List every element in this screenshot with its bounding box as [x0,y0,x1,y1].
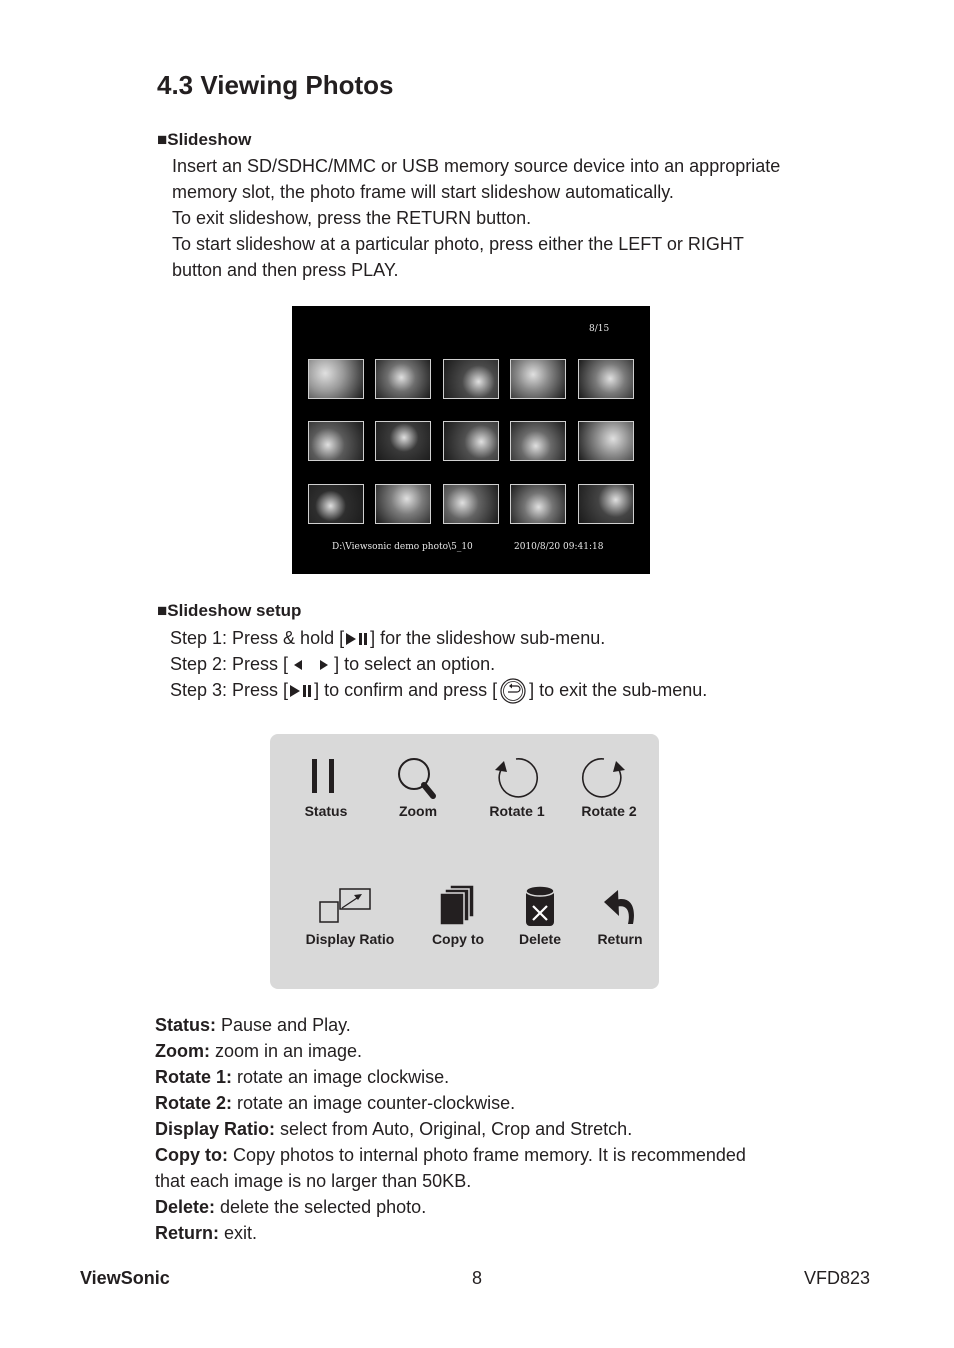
play-pause-icon [288,683,314,699]
play-pause-icon [344,631,370,647]
menu-item-delete[interactable] [510,884,570,947]
desc-delete: Delete: delete the selected photo. [155,1197,427,1217]
slideshow-paragraph [172,153,780,283]
display-ratio-icon [298,884,402,928]
desc-rotate-2: Rotate 2: rotate an image counter-clockwise. [155,1093,516,1113]
photo-counter: 8/15 [589,324,610,334]
photo-thumbnail[interactable] [443,484,499,524]
trash-icon [510,884,570,928]
step-2: Step 2: Press [ ] to select an option. [170,654,496,674]
menu-item-copy-to[interactable] [424,884,492,947]
menu-item-return[interactable] [588,884,652,947]
magnifier-icon [388,756,448,800]
photo-thumbnail[interactable] [308,484,364,524]
setup-heading: ■Slideshow setup [157,601,302,620]
menu-label: Rotate 1 [489,803,545,819]
photo-thumbnail[interactable] [510,359,566,399]
rotate-clockwise-icon [572,756,646,800]
desc-status: Status: Pause and Play. [155,1015,351,1035]
slideshow-submenu [270,734,659,989]
step-3: Step 3: Press [ ] to confirm and press [ ] to exit the sub-menu. [170,677,707,705]
photo-thumbnail[interactable] [510,421,566,461]
footer-model: VFD823 [804,1268,871,1288]
menu-item-display-ratio[interactable] [298,884,402,947]
menu-label: Delete [518,931,562,947]
page-title: 4.3 Viewing Photos [157,70,394,100]
left-right-arrows-icon [288,657,334,673]
desc-rotate-1: Rotate 1: rotate an image clockwise. [155,1067,450,1087]
function-descriptions [155,1012,746,1246]
photo-thumbnail[interactable] [578,359,634,399]
photo-thumbnail[interactable] [375,359,431,399]
photo-thumbnail[interactable] [578,421,634,461]
menu-item-zoom[interactable] [388,756,448,819]
menu-item-status[interactable] [298,756,354,819]
menu-label: Display Ratio [305,931,395,947]
menu-label: Zoom [398,803,438,819]
photo-thumbnail[interactable] [308,359,364,399]
menu-label: Rotate 2 [581,803,637,819]
slideshow-line: To start slideshow at a particular photo, press either the LEFT or RIGHT [172,234,744,254]
copy-icon [424,884,492,928]
slideshow-line: Insert an SD/SDHC/MMC or USB memory source device into an appropriate [172,156,781,176]
menu-label: Copy to [431,931,485,947]
desc-copy-to-cont: that each image is no larger than 50KB. [155,1171,472,1191]
slideshow-line: button and then press PLAY. [172,260,399,280]
desc-display-ratio: Display Ratio: select from Auto, Original, Crop and Stretch. [155,1119,633,1139]
rotate-counterclockwise-icon [480,756,554,800]
photo-thumbnail[interactable] [375,421,431,461]
photo-thumbnail[interactable] [308,421,364,461]
thumbnail-screen [292,306,650,574]
photo-datetime: 2010/8/20 09:41:18 [514,542,604,552]
pause-icon [298,756,354,800]
photo-thumbnail[interactable] [510,484,566,524]
slideshow-heading: ■Slideshow [157,130,252,149]
footer-brand: ViewSonic [80,1268,170,1288]
menu-item-rotate-1[interactable] [480,756,554,819]
photo-thumbnail[interactable] [443,421,499,461]
folder-path: D:\Viewsonic demo photo\5_10 [332,542,473,552]
menu-label: Return [597,931,643,947]
photo-thumbnail[interactable] [578,484,634,524]
slideshow-line: To exit slideshow, press the RETURN button. [172,208,532,228]
step-1: Step 1: Press & hold [ ] for the slideshow sub-menu. [170,628,606,648]
menu-label: Status [304,803,348,819]
photo-thumbnail[interactable] [375,484,431,524]
return-button-icon [497,677,529,705]
desc-copy-to: Copy to: Copy photos to internal photo frame memory. It is recommended [155,1145,746,1165]
slideshow-line: memory slot, the photo frame will start slideshow automatically. [172,182,674,202]
desc-zoom: Zoom: zoom in an image. [155,1041,363,1061]
photo-thumbnail[interactable] [443,359,499,399]
footer-page-number: 8 [472,1268,483,1288]
menu-item-rotate-2[interactable] [572,756,646,819]
return-arrow-icon [588,884,652,928]
setup-steps [170,625,707,705]
desc-return: Return: exit. [155,1223,258,1243]
